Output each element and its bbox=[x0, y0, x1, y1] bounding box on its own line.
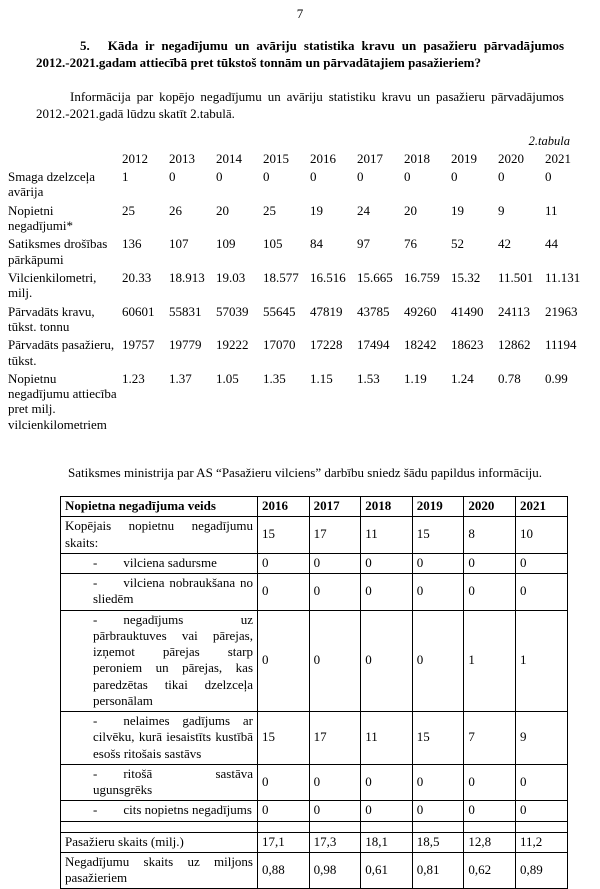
accident-value-cell: 0 bbox=[309, 553, 361, 573]
accidents-row bbox=[61, 517, 568, 554]
accident-value-cell: 17 bbox=[309, 712, 361, 765]
accident-type-cell: Pasažieru skaits (milj.) bbox=[61, 832, 258, 852]
ministry-paragraph: Satiksmes ministrija par AS “Pasažieru vilciens” darbību sniedz šādu papildus informāciju. bbox=[68, 465, 543, 481]
accidents-table bbox=[60, 496, 568, 889]
stats-value-cell: 1.35 bbox=[263, 370, 286, 386]
stats-value-cell: 97 bbox=[357, 236, 370, 252]
stats-value-cell: 21963 bbox=[545, 303, 578, 319]
accident-value-cell: 0 bbox=[361, 764, 413, 801]
accident-value-cell: 0 bbox=[258, 764, 310, 801]
stats-row bbox=[8, 169, 592, 203]
accident-value-cell: 12,8 bbox=[464, 832, 516, 852]
stats-value-cell: 0 bbox=[310, 168, 317, 184]
stats-value-cell: 11.501 bbox=[498, 269, 534, 285]
stats-row bbox=[8, 304, 592, 338]
stats-value-cell: 49260 bbox=[404, 303, 437, 319]
stats-value-cell: 0 bbox=[169, 168, 176, 184]
accident-value-cell: 0 bbox=[515, 553, 567, 573]
accident-value-cell: 10 bbox=[515, 517, 567, 554]
accident-value-cell: 0 bbox=[412, 574, 464, 611]
accident-value-cell: 0 bbox=[515, 764, 567, 801]
year-header-cell: 2014 bbox=[216, 150, 242, 166]
stats-value-cell: 60601 bbox=[122, 303, 155, 319]
accident-type-cell: - vilciena nobraukšana no sliedēm bbox=[61, 574, 258, 611]
accident-value-cell: 0 bbox=[361, 553, 413, 573]
accident-value-cell: 0,61 bbox=[361, 852, 413, 889]
accident-value-cell: 11,2 bbox=[515, 832, 567, 852]
accident-value-cell: 0,88 bbox=[258, 852, 310, 889]
accident-value-cell: 0 bbox=[412, 764, 464, 801]
stats-value-cell: 55831 bbox=[169, 303, 202, 319]
stats-value-cell: 15.32 bbox=[451, 269, 481, 285]
accidents-row bbox=[61, 852, 568, 889]
stats-value-cell: 15.665 bbox=[357, 269, 393, 285]
accident-value-cell: 0 bbox=[412, 610, 464, 712]
accident-value-cell: 0 bbox=[309, 610, 361, 712]
stats-value-cell: 1 bbox=[122, 168, 129, 184]
accident-value-cell: 1 bbox=[515, 610, 567, 712]
accidents-header-row bbox=[61, 497, 568, 517]
accident-value-cell: 0 bbox=[412, 801, 464, 821]
stats-value-cell: 0.99 bbox=[545, 370, 568, 386]
accidents-row bbox=[61, 832, 568, 852]
accidents-row bbox=[61, 801, 568, 821]
accident-value-cell: 18,1 bbox=[361, 832, 413, 852]
accident-value-cell: 0,62 bbox=[464, 852, 516, 889]
accident-value-cell: 1 bbox=[464, 610, 516, 712]
stats-value-cell: 43785 bbox=[357, 303, 390, 319]
stats-value-cell: 18623 bbox=[451, 337, 484, 353]
stats-value-cell: 16.759 bbox=[404, 269, 440, 285]
stats-value-cell: 57039 bbox=[216, 303, 249, 319]
stats-value-cell: 11194 bbox=[545, 337, 577, 353]
stats-value-cell: 25 bbox=[263, 202, 276, 218]
spacer-row bbox=[61, 821, 568, 832]
accident-value-cell: 0 bbox=[258, 801, 310, 821]
accident-value-cell: 0 bbox=[464, 553, 516, 573]
year-header-cell: 2016 bbox=[310, 150, 336, 166]
accident-value-cell: 15 bbox=[258, 712, 310, 765]
accidents-header-year: 2021 bbox=[515, 497, 567, 517]
accident-value-cell: 0 bbox=[361, 801, 413, 821]
accidents-header-year: 2016 bbox=[258, 497, 310, 517]
stats-value-cell: 11 bbox=[545, 202, 558, 218]
stats-row bbox=[8, 337, 592, 371]
stats-row-label: Pārvadāts kravu, tūkst. tonnu bbox=[8, 303, 95, 334]
stats-value-cell: 1.24 bbox=[451, 370, 474, 386]
year-header-cell: 2012 bbox=[122, 150, 148, 166]
accident-type-cell: Negadījumu skaits uz miljons pasažieriem bbox=[61, 852, 258, 889]
statistics-table bbox=[8, 151, 592, 436]
stats-value-cell: 1.15 bbox=[310, 370, 333, 386]
stats-value-cell: 11.131 bbox=[545, 269, 581, 285]
stats-value-cell: 20 bbox=[404, 202, 417, 218]
stats-row bbox=[8, 371, 592, 435]
stats-value-cell: 0 bbox=[498, 168, 505, 184]
accident-value-cell: 9 bbox=[515, 712, 567, 765]
accident-value-cell: 17,3 bbox=[309, 832, 361, 852]
stats-value-cell: 52 bbox=[451, 236, 464, 252]
stats-row bbox=[8, 270, 592, 304]
stats-value-cell: 55645 bbox=[263, 303, 296, 319]
stats-value-cell: 18242 bbox=[404, 337, 437, 353]
accident-value-cell: 0,89 bbox=[515, 852, 567, 889]
accident-value-cell bbox=[515, 821, 567, 832]
stats-value-cell: 26 bbox=[169, 202, 182, 218]
stats-row bbox=[8, 203, 592, 237]
accident-value-cell: 0 bbox=[309, 574, 361, 611]
year-header-cell: 2021 bbox=[545, 150, 571, 166]
accident-type-cell: - negadījums uz pārbrauktuves vai pārejas, izņemot pārejas starp peroniem un pārejas, kas paredzētas tikai dzelzceļa personālam bbox=[61, 610, 258, 712]
accident-value-cell: 8 bbox=[464, 517, 516, 554]
accident-value-cell: 0 bbox=[258, 610, 310, 712]
year-header-cell: 2019 bbox=[451, 150, 477, 166]
table-caption: 2.tabula bbox=[528, 133, 570, 148]
stats-value-cell: 9 bbox=[498, 202, 505, 218]
year-header-cell: 2013 bbox=[169, 150, 195, 166]
stats-value-cell: 1.53 bbox=[357, 370, 380, 386]
stats-value-cell: 0 bbox=[263, 168, 270, 184]
accidents-row bbox=[61, 764, 568, 801]
accidents-row bbox=[61, 712, 568, 765]
stats-value-cell: 17494 bbox=[357, 337, 390, 353]
accidents-header-label: Nopietna negadījuma veids bbox=[61, 497, 258, 517]
accident-value-cell: 0 bbox=[464, 574, 516, 611]
year-header-cell: 2017 bbox=[357, 150, 383, 166]
stats-value-cell: 41490 bbox=[451, 303, 484, 319]
stats-value-cell: 44 bbox=[545, 236, 558, 252]
accidents-header-year: 2017 bbox=[309, 497, 361, 517]
stats-value-cell: 136 bbox=[122, 236, 142, 252]
accident-value-cell: 0 bbox=[464, 801, 516, 821]
stats-value-cell: 19.03 bbox=[216, 269, 246, 285]
accidents-header-year: 2020 bbox=[464, 497, 516, 517]
page-number: 7 bbox=[296, 6, 304, 21]
stats-value-cell: 19779 bbox=[169, 337, 202, 353]
stats-value-cell: 19757 bbox=[122, 337, 155, 353]
stats-value-cell: 19222 bbox=[216, 337, 249, 353]
stats-value-cell: 47819 bbox=[310, 303, 343, 319]
stats-value-cell: 1.19 bbox=[404, 370, 427, 386]
stats-row bbox=[8, 236, 592, 270]
accident-value-cell: 0 bbox=[464, 764, 516, 801]
stats-value-cell: 17228 bbox=[310, 337, 343, 353]
accident-type-cell: - vilciena sadursme bbox=[61, 553, 258, 573]
accident-type-cell: - cits nopietns negadījums bbox=[61, 801, 258, 821]
accidents-header-year: 2019 bbox=[412, 497, 464, 517]
stats-value-cell: 20.33 bbox=[122, 269, 152, 285]
intro-paragraph: Informācija par kopējo negadījumu un avāriju statistiku kravu un pasažieru pārvadājumos 2012.-2021.gadā lūdzu skatīt 2.tabulā. bbox=[36, 88, 564, 121]
stats-value-cell: 0 bbox=[357, 168, 364, 184]
accident-value-cell: 15 bbox=[412, 517, 464, 554]
stats-value-cell: 105 bbox=[263, 236, 283, 252]
accident-value-cell: 11 bbox=[361, 517, 413, 554]
stats-value-cell: 19 bbox=[451, 202, 464, 218]
accident-value-cell: 0 bbox=[258, 553, 310, 573]
accidents-header-year: 2018 bbox=[361, 497, 413, 517]
stats-value-cell: 16.516 bbox=[310, 269, 346, 285]
stats-value-cell: 109 bbox=[216, 236, 236, 252]
accident-value-cell: 0 bbox=[309, 764, 361, 801]
stats-value-cell: 0 bbox=[545, 168, 552, 184]
stats-value-cell: 1.37 bbox=[169, 370, 192, 386]
stats-value-cell: 19 bbox=[310, 202, 323, 218]
accidents-row bbox=[61, 574, 568, 611]
question-text: Kāda ir negadījumu un avāriju statistika kravu un pasažieru pārvadājumos 2012.-2021.gadam attiecībā pret tūkstoš tonnām un pārvadātajiem pasažieriem? bbox=[36, 38, 564, 70]
accident-value-cell bbox=[412, 821, 464, 832]
year-header-empty-cell bbox=[8, 151, 122, 169]
accident-value-cell: 0 bbox=[258, 574, 310, 611]
stats-row-label: Vilcienkilometri, milj. bbox=[8, 269, 97, 301]
stats-value-cell: 76 bbox=[404, 236, 417, 252]
stats-value-cell: 24 bbox=[357, 202, 370, 218]
accident-type-cell: - nelaimes gadījums ar cilvēku, kurā iesaistīts kustībā esošs ritošais sastāvs bbox=[61, 712, 258, 765]
accident-value-cell: 15 bbox=[258, 517, 310, 554]
accident-type-cell: - ritošā sastāva ugunsgrēks bbox=[61, 764, 258, 801]
accident-value-cell: 7 bbox=[464, 712, 516, 765]
accident-value-cell: 0 bbox=[309, 801, 361, 821]
stats-value-cell: 84 bbox=[310, 236, 323, 252]
accident-value-cell: 0 bbox=[361, 610, 413, 712]
stats-value-cell: 0.78 bbox=[498, 370, 521, 386]
stats-row-label: Pārvadāts pasažieru, tūkst. bbox=[8, 337, 115, 368]
stats-value-cell: 42 bbox=[498, 236, 511, 252]
stats-value-cell: 20 bbox=[216, 202, 229, 218]
stats-row-label: Smaga dzelzceļa avārija bbox=[8, 168, 95, 200]
accident-value-cell: 0,81 bbox=[412, 852, 464, 889]
accident-value-cell: 0 bbox=[515, 574, 567, 611]
year-header-cell: 2020 bbox=[498, 150, 524, 166]
accident-value-cell: 0 bbox=[412, 553, 464, 573]
stats-value-cell: 0 bbox=[216, 168, 223, 184]
stats-value-cell: 1.23 bbox=[122, 370, 145, 386]
stats-value-cell: 12862 bbox=[498, 337, 531, 353]
accident-value-cell: 0,98 bbox=[309, 852, 361, 889]
year-header-row bbox=[8, 151, 592, 169]
accident-type-cell: Kopējais nopietnu negadījumu skaits: bbox=[61, 517, 258, 554]
accident-value-cell: 15 bbox=[412, 712, 464, 765]
stats-value-cell: 25 bbox=[122, 202, 135, 218]
accident-type-cell bbox=[61, 821, 258, 832]
stats-value-cell: 17070 bbox=[263, 337, 296, 353]
stats-value-cell: 107 bbox=[169, 236, 189, 252]
accident-value-cell: 0 bbox=[515, 801, 567, 821]
question-number: 5. bbox=[80, 38, 90, 53]
accident-value-cell: 18,5 bbox=[412, 832, 464, 852]
stats-row-label: Satiksmes drošības pārkāpumi bbox=[8, 236, 108, 267]
accident-value-cell bbox=[309, 821, 361, 832]
accident-value-cell: 17 bbox=[309, 517, 361, 554]
stats-value-cell: 18.577 bbox=[263, 269, 299, 285]
stats-row-label: Nopietnu negadījumu attiecība pret milj. vilcienkilometriem bbox=[8, 370, 117, 432]
year-header-cell: 2018 bbox=[404, 150, 430, 166]
accident-value-cell: 0 bbox=[361, 574, 413, 611]
accident-value-cell: 17,1 bbox=[258, 832, 310, 852]
stats-value-cell: 24113 bbox=[498, 303, 531, 319]
accident-value-cell: 11 bbox=[361, 712, 413, 765]
stats-value-cell: 0 bbox=[451, 168, 458, 184]
accidents-row bbox=[61, 553, 568, 573]
accident-value-cell bbox=[258, 821, 310, 832]
stats-value-cell: 1.05 bbox=[216, 370, 239, 386]
year-header-cell: 2015 bbox=[263, 150, 289, 166]
stats-value-cell: 0 bbox=[404, 168, 411, 184]
question-heading bbox=[36, 38, 564, 72]
accidents-row bbox=[61, 610, 568, 712]
accident-value-cell bbox=[361, 821, 413, 832]
accident-value-cell bbox=[464, 821, 516, 832]
stats-value-cell: 18.913 bbox=[169, 269, 205, 285]
stats-row-label: Nopietni negadījumi* bbox=[8, 202, 73, 233]
